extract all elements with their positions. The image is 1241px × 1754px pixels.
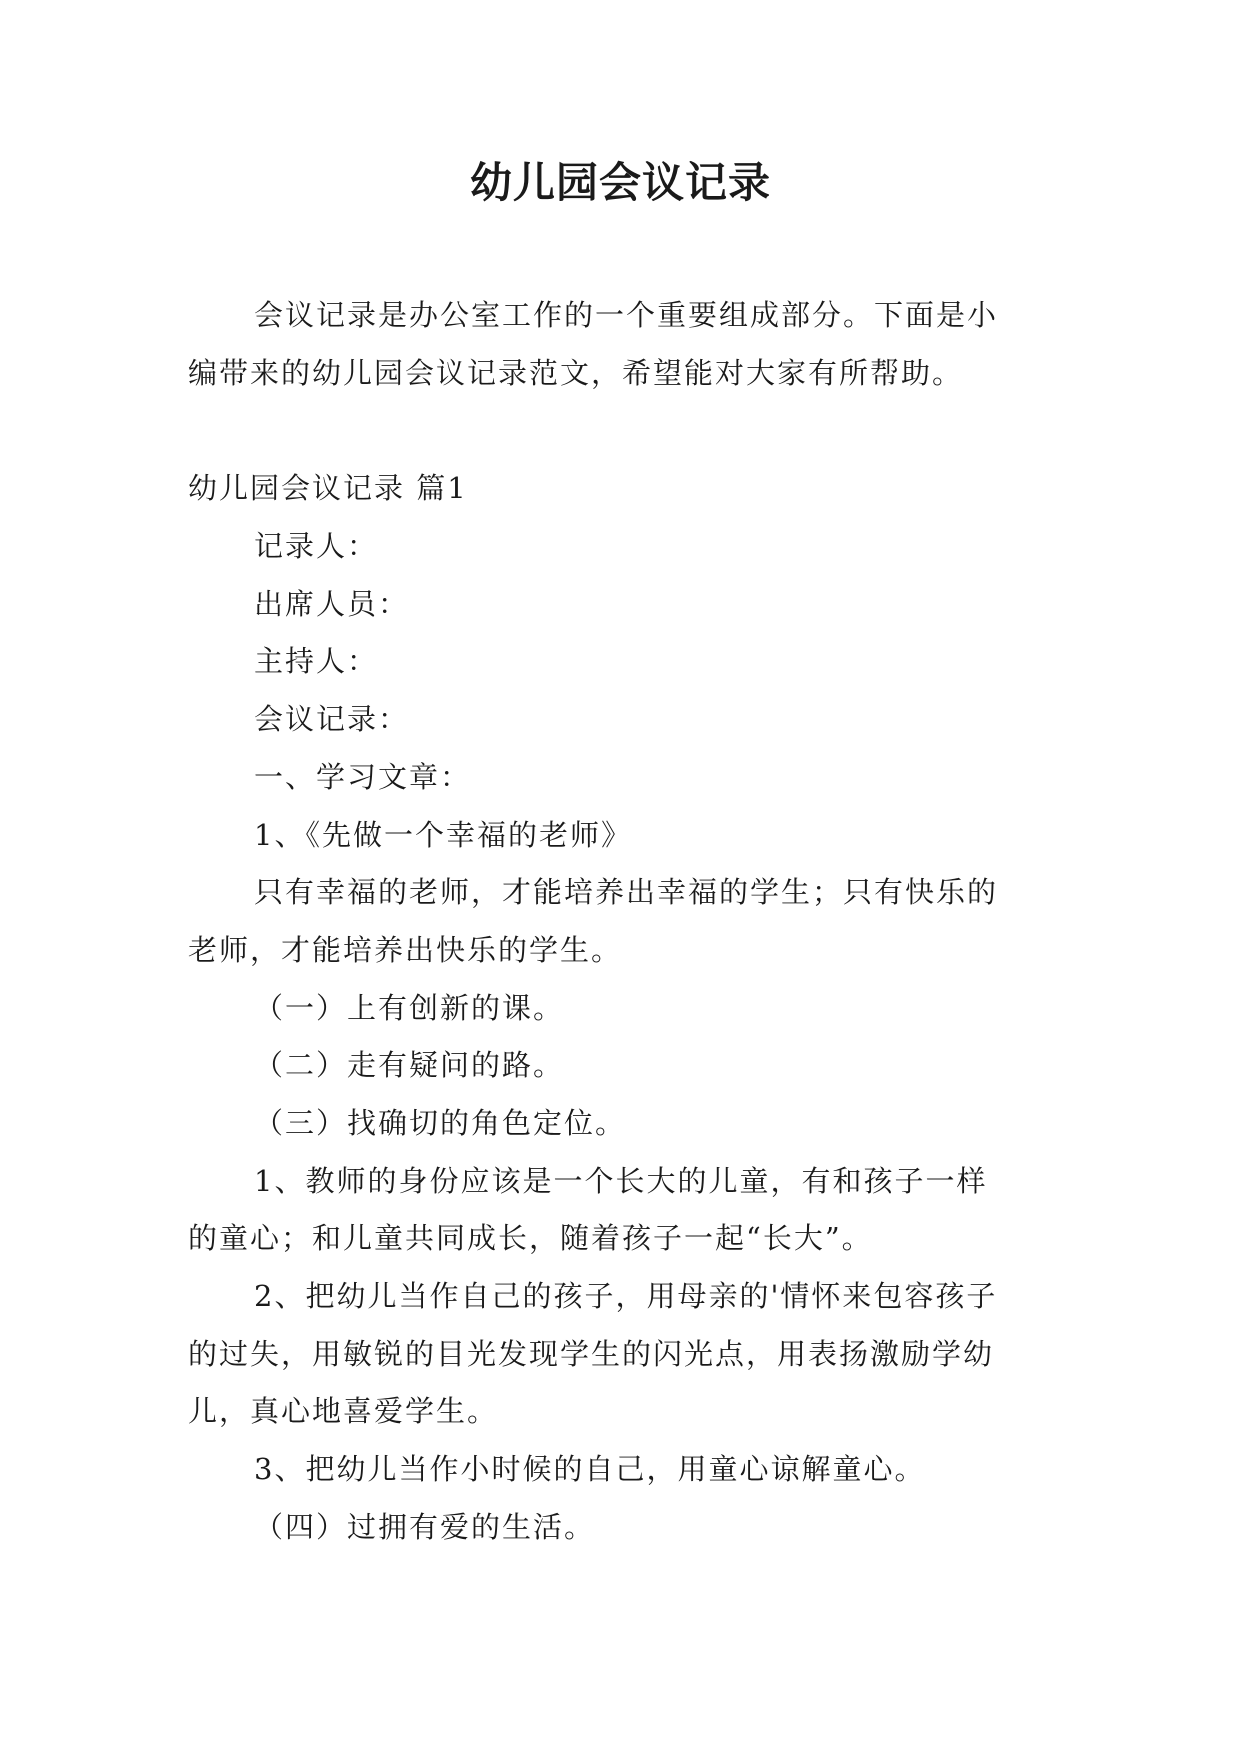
- paragraph-line: 的过失，用敏锐的目光发现学生的闪光点，用表扬激励学幼: [188, 1337, 995, 1371]
- paragraph-line: 儿，真心地喜爱学生。: [188, 1394, 499, 1428]
- field-label-recorder: 记录人：: [254, 529, 379, 563]
- paragraph-line: 老师，才能培养出快乐的学生。: [188, 933, 623, 967]
- list-item: （四）过拥有爱的生活。: [254, 1510, 596, 1544]
- article-title: 1、《先做一个幸福的老师》: [254, 818, 632, 852]
- paragraph-line: 的童心；和儿童共同成长，随着孩子一起“长大”。: [188, 1221, 873, 1255]
- section-heading: 幼儿园会议记录 篇1: [188, 471, 468, 505]
- subsection-heading: 一、学习文章：: [254, 760, 472, 794]
- field-label-host: 主持人：: [254, 644, 379, 678]
- document-title: 幼儿园会议记录: [469, 158, 771, 207]
- field-label-attendees: 出席人员：: [254, 587, 410, 621]
- list-item: （一）上有创新的课。: [254, 991, 565, 1025]
- list-item: （三）找确切的角色定位。: [254, 1106, 627, 1140]
- paragraph-line: 2、把幼儿当作自己的孩子，用母亲的'情怀来包容孩子: [254, 1279, 998, 1313]
- field-label-minutes: 会议记录：: [254, 702, 410, 736]
- list-item: （二）走有疑问的路。: [254, 1048, 565, 1082]
- paragraph-line: 1、教师的身份应该是一个长大的儿童，有和孩子一样: [254, 1164, 988, 1198]
- paragraph-line: 编带来的幼儿园会议记录范文，希望能对大家有所帮助。: [188, 356, 964, 390]
- paragraph-line: 会议记录是办公室工作的一个重要组成部分。下面是小: [254, 298, 999, 332]
- paragraph-line: 只有幸福的老师，才能培养出幸福的学生；只有快乐的: [254, 875, 999, 909]
- paragraph-line: 3、把幼儿当作小时候的自己，用童心谅解童心。: [254, 1452, 926, 1486]
